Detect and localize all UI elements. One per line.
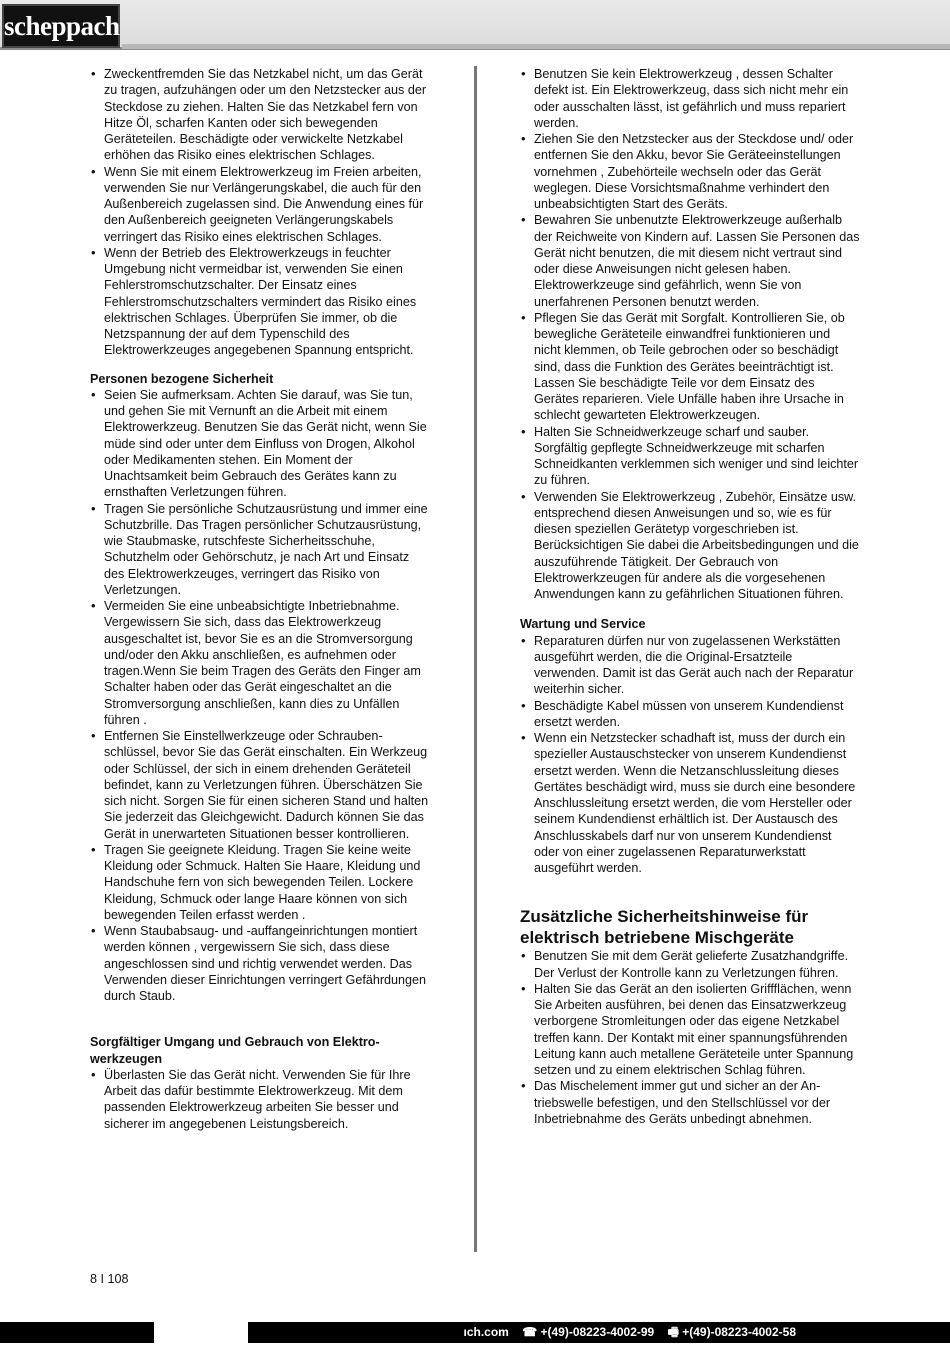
list-item: • Wenn Staubabsaug- und -auffangeinrichtungen montiert werden können , vergewissern Sie sich, dass diese angeschlossen sind und richtig verwendet werden. Das Verwenden dieser Einrichtungen verringert Gefährdungen durch Staub.	[90, 923, 430, 1004]
scheppach-logo: scheppach	[2, 4, 120, 48]
section-heading-mixer-safety: Zusätzliche Sicherheitshinweise für elektrisch betriebene Mischgeräte	[520, 907, 809, 948]
list-item: • Entfernen Sie Einstellwerkzeuge oder Schraubenschlüssel, bevor Sie das Gerät einschalten. Ein Werkzeug oder Schlüssel, der sich in einem drehenden Geräteteil befindet, kann zu Verletzungen führen. Überschätzen Sie sich nicht. Sorgen Sie für einen sicheren Stand und halten Sie jederzeit das Gleichgewicht. Dadurch können Sie das Gerät in unerwarteten Situationen besser kontrollieren.	[90, 728, 430, 842]
footer-block-left	[0, 1322, 154, 1343]
footer-bar	[0, 1320, 950, 1345]
list-item: • Wenn Sie mit einem Elektrowerkzeug im Freien arbeiten, verwenden Sie nur Verlängerungskabel, die auch für den Außenbereich zugelassen sind. Die Anwendung eines für den Außenbereich geeigneten Verlängerungskabels verringert das Risiko eines elektrischen Schlages.	[90, 164, 430, 245]
footer-fax: 🖷 +(49)-08223-4002-58	[667, 1325, 796, 1339]
right-bullets-section1	[520, 633, 860, 877]
left-bullets-section2	[90, 1067, 430, 1132]
list-item: • Das Mischelement immer gut und sicher an der Antriebswelle befestigen, und den Stellschlüssel vor der Inbetriebnahme des Geräts unbedingt abnehmen.	[520, 1078, 860, 1127]
column-divider	[474, 66, 477, 1252]
list-item: • Halten Sie das Gerät an den isolierten Griffflächen, wenn Sie Arbeiten ausführen, bei denen das Einsatzwerkzeug verborgene Stromleitungen oder das eigene Netzkabel treffen kann. Der Kontakt mit einer spannungsführenden Leitung kann auch metallene Geräteteile unter Spannung setzen und zu einem elektrischen Schlag führen.	[520, 981, 860, 1079]
left-bullets-top	[90, 66, 430, 359]
page-number: 8 I 108	[90, 1272, 129, 1286]
list-item: • Tragen Sie geeignete Kleidung. Tragen Sie keine weite Kleidung oder Schmuck. Halten Sie Haare, Kleidung und Handschuhe fern von sich bewegenden Teilen. Lockere Kleidung, Schmuck oder lange Haare können von sich bewegenden Teilen erfasst werden .	[90, 842, 430, 923]
section-heading-personal-safety: Personen bezogene Sicherheit	[90, 371, 274, 386]
header-bar	[0, 0, 950, 50]
list-item: • Tragen Sie persönliche Schutzausrüstung und immer eine Schutzbrille. Das Tragen persönlicher Schutzausrüstung, wie Staubmaske, rutschfeste Sicherheitsschuhe, Schutzhelm oder Gehörschutz, je nach Art und Einsatz des Elektrowerkzeuges, verringert das Risiko von Verletzungen.	[90, 501, 430, 599]
list-item: • Benutzen Sie kein Elektrowerkzeug , dessen Schalter defekt ist. Ein Elektrowerkzeug, dass sich nicht mehr ein oder ausschalten lässt, ist gefährlich und muss repariert werden.	[520, 66, 860, 131]
footer-contact	[248, 1322, 950, 1343]
left-bullets-section1	[90, 387, 430, 1005]
list-item: • Wenn ein Netzstecker schadhaft ist, muss der durch ein spezieller Austauschstecker von unserem Kundendienst ersetzt werden. Wenn die Netzanschlussleitung dieses Gertätes beschädigt wird, muss sie durch eine besondere Anschlussleitung ersetzt werden, die vom Hersteller oder seinem Kundendienst erhältlich ist. Der Austausch des Anschlusskabels darf nur von unserem Kundendienst oder von einer zugelassenen Reparaturwerkstatt ausgeführt werden.	[520, 730, 860, 876]
footer-website[interactable]: ıch.com	[463, 1325, 509, 1339]
footer-gap	[154, 1322, 248, 1343]
left-column	[90, 66, 430, 1132]
list-item: • Halten Sie Schneidwerkzeuge scharf und sauber. Sorgfältig gepflegte Schneidwerkzeuge mit scharfen Schneidkanten verklemmen sich weniger und sind leichter zu führen.	[520, 424, 860, 489]
footer-phone: ☎ +(49)-08223-4002-99	[522, 1325, 655, 1339]
list-item: • Überlasten Sie das Gerät nicht. Verwenden Sie für Ihre Arbeit das dafür bestimmte Elektrowerkzeug. Mit dem passenden Elektrowerkzeug arbeiten Sie besser und sicherer im angegebenen Leistungsbereich.	[90, 1067, 430, 1132]
list-item: • Beschädigte Kabel müssen von unserem Kundendienst ersetzt werden.	[520, 698, 860, 731]
list-item: • Ziehen Sie den Netzstecker aus der Steckdose und/ oder entfernen Sie den Akku, bevor Sie Geräteeinstellungen vornehmen , Zubehörteile wechseln oder das Gerät weglegen. Diese Vorsichtsmaßnahme verhindert den unbeabsichtigten Start des Geräts.	[520, 131, 860, 212]
list-item: • Pflegen Sie das Gerät mit Sorgfalt. Kontrollieren Sie, ob bewegliche Geräteteile einwandfrei funktionieren und nicht klemmen, ob Teile gebrochen oder so beschädigt sind, dass die Funktion des Gerätes beeinträchtigt ist. Lassen Sie beschädigte Teile vor dem Einsatz des Gerätes reparieren. Viele Unfälle haben ihre Ursache in schlecht gewarteten Elektrowerkzeugen.	[520, 310, 860, 424]
list-item: • Verwenden Sie Elektrowerkzeug , Zubehör, Einsätze usw. entsprechend diesen Anweisungen und so, wie es für diesen speziellen Gerätetyp vorgeschrieben ist. Berücksichtigen Sie dabei die Arbeitsbedingungen und die auszuführende Tätigkeit. Der Gebrauch von Elektrowerkzeugen für andere als die vorgesehenen Anwendungen kann zu gefährlichen Situationen führen.	[520, 489, 860, 603]
list-item: • Bewahren Sie unbenutzte Elektrowerkzeuge außerhalb der Reichweite von Kindern auf. Lassen Sie Personen das Gerät nicht benutzen, die mit diesem nicht vertraut sind oder diese Anweisungen nicht gelesen haben. Elektrowerkzeuge sind gefährlich, wenn Sie von unerfahrenen Personen benutzt werden.	[520, 212, 860, 310]
list-item: • Zweckentfremden Sie das Netzkabel nicht, um das Gerät zu tragen, aufzuhängen oder um den Netzstecker aus der Steckdose zu ziehen. Halten Sie das Netzkabel fern von Hitze Öl, scharfen Kanten oder sich bewegenden Geräteteilen. Beschädigte oder verwickelte Netzkabel erhöhen das Risiko eines elektrischen Schlages.	[90, 66, 430, 164]
list-item: • Reparaturen dürfen nur von zugelassenen Werkstätten ausgeführt werden, die die Original-Ersatzteile verwenden. Damit ist das Gerät auch nach der Reparatur weiterhin sicher.	[520, 633, 860, 698]
right-bullets-top	[520, 66, 860, 602]
list-item: • Vermeiden Sie eine unbeabsichtigte Inbetriebnahme. Vergewissern Sie sich, dass das Elektrowerkzeug ausgeschaltet ist, bevor Sie es an die Stromversorgung und/oder den Akku anschließen, es aufnehmen oder tragen.Wenn Sie beim Tragen des Geräts den Finger am Schalter haben oder das Gerät eingeschaltet an die Stromversorgung anschließen, kann dies zu Unfällen führen .	[90, 598, 430, 728]
section-heading-careful-use: Sorgfältiger Umgang und Gebrauch von Elektrowerkzeugen	[90, 1035, 380, 1066]
section-heading-maintenance: Wartung und Service	[520, 617, 646, 632]
right-bullets-section2	[520, 948, 860, 1127]
right-column	[520, 66, 860, 1127]
list-item: • Benutzen Sie mit dem Gerät gelieferte Zusatzhandgriffe. Der Verlust der Kontrolle kann zu Verletzungen führen.	[520, 948, 860, 981]
list-item: • Seien Sie aufmerksam. Achten Sie darauf, was Sie tun, und gehen Sie mit Vernunft an die Arbeit mit einem Elektrowerkzeug. Benutzen Sie das Gerät nicht, wenn Sie müde sind oder unter dem Einfluss von Drogen, Alkohol oder Medikamenten stehen. Ein Moment der Unachtsamkeit beim Gebrauch des Gerätes kann zu ernsthaften Verletzungen führen.	[90, 387, 430, 501]
list-item: • Wenn der Betrieb des Elektrowerkzeugs in feuchter Umgebung nicht vermeidbar ist, verwenden Sie einen Fehlerstromschutzschalter. Der Einsatz eines Fehlerstromschutzschalters vermindert das Risiko eines elektrischen Schlages. Überprüfen Sie immer, ob die Netzspannung der auf dem Typenschild des Elektrowerkzeuges angegebenen Spannung entspricht.	[90, 245, 430, 359]
header-rule	[122, 44, 950, 49]
